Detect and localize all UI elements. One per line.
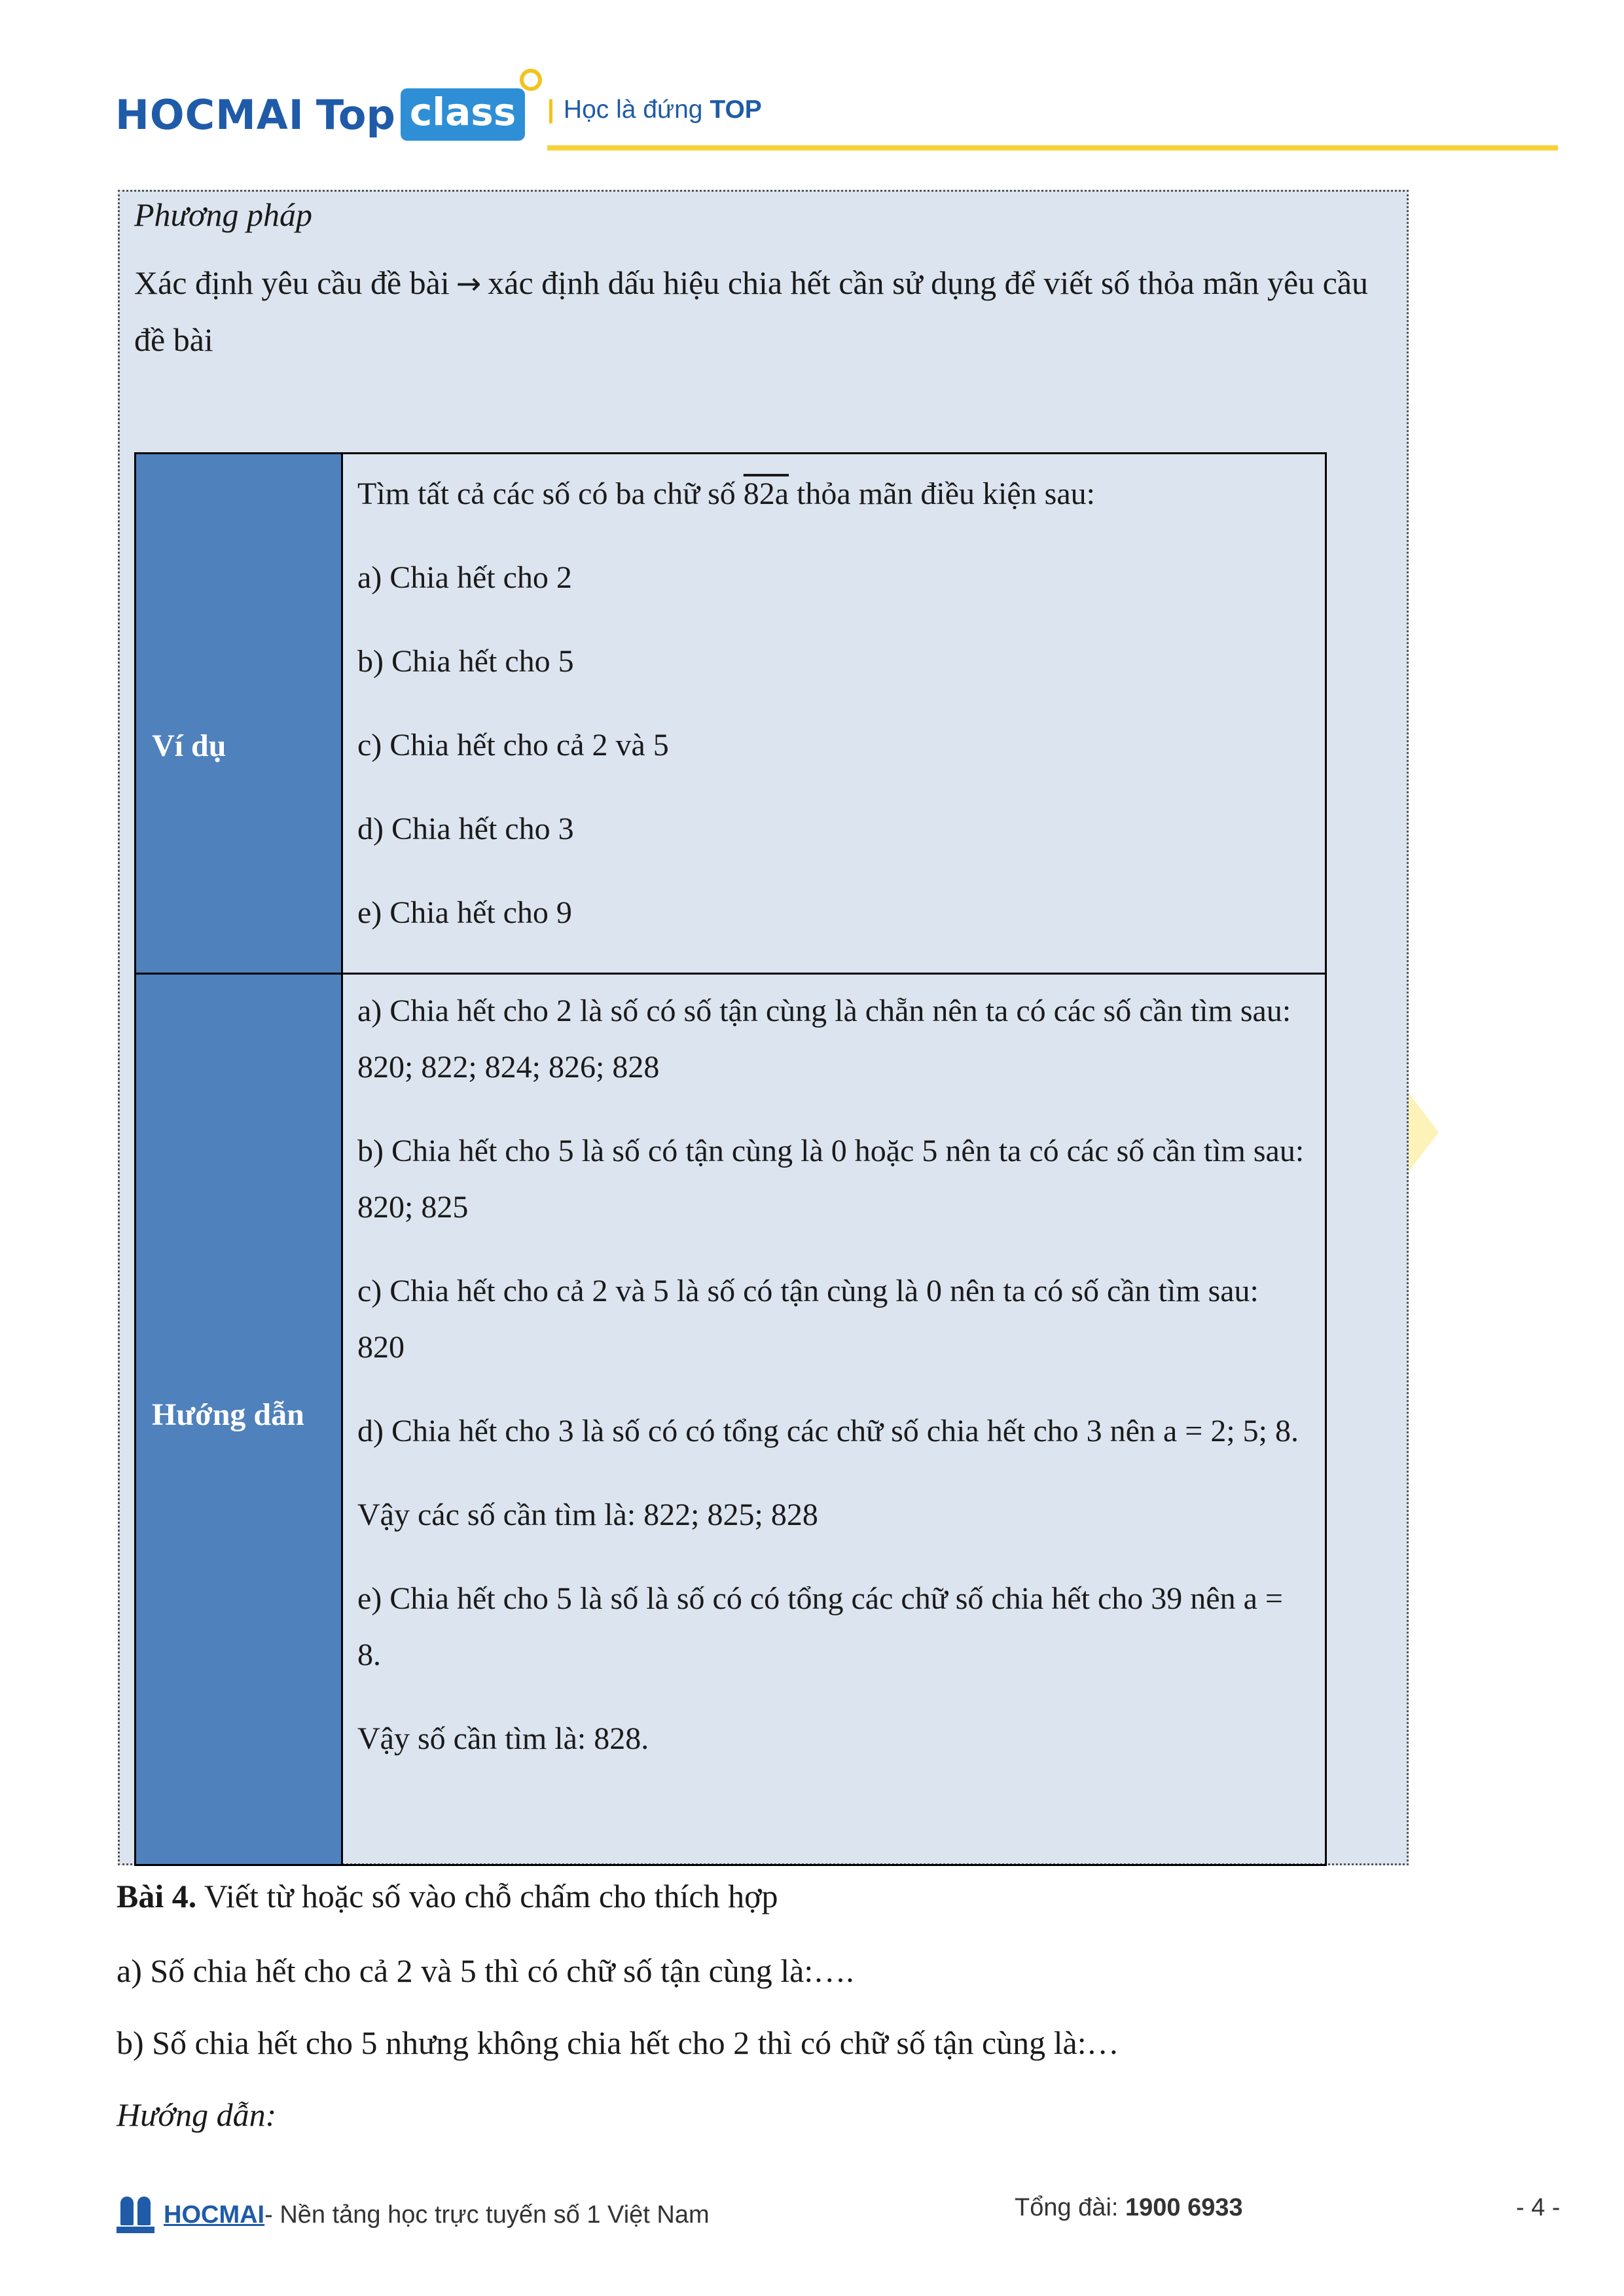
example-number: 82a — [743, 476, 789, 511]
example-item: e) Chia hết cho 9 — [357, 895, 572, 930]
footer-slogan: - Nền tảng học trực tuyến số 1 Việt Nam — [264, 2200, 710, 2229]
logo-hocmai-text: HOCMAI — [115, 90, 304, 139]
table-row-divider — [136, 973, 1325, 975]
logo-top-text: Top — [316, 90, 395, 139]
example-intro — [357, 466, 1313, 522]
hotline-number: 1900 6933 — [1125, 2194, 1243, 2221]
example-item: b) Chia hết cho 5 — [357, 644, 574, 679]
hocmai-people-icon — [115, 2194, 157, 2236]
table-side-column — [136, 454, 343, 1864]
header-divider — [547, 145, 1558, 151]
guide-label: Hướng dẫn — [152, 1397, 304, 1432]
footer-hotline — [1015, 2194, 1243, 2222]
tagline-highlight: TOP — [710, 96, 762, 124]
guide-item: d) Chia hết cho 3 là số có có tổng các chữ số chia hết cho 3 nên a = 2; 5; 8. — [357, 1414, 1299, 1448]
guide-item: b) Chia hết cho 5 là số có tận cùng là 0 hoặc 5 nên ta có các số cần tìm sau: 820; 825 — [357, 1134, 1305, 1225]
guide-item: Vậy các số cần tìm là: 822; 825; 828 — [357, 1498, 818, 1532]
example-intro-before: Tìm tất cả các số có ba chữ số — [357, 476, 736, 511]
decorative-chevron — [1409, 1093, 1439, 1172]
exercise4-item-a: a) Số chia hết cho cả 2 và 5 thì có chữ số tận cùng là:…. — [117, 1952, 854, 1989]
footer-brand-link[interactable]: HOCMAI — [164, 2200, 265, 2229]
example-label: Ví dụ — [152, 728, 226, 763]
guide-content — [357, 983, 1313, 1795]
exercise4-title — [117, 1877, 778, 1915]
method-text — [134, 255, 1391, 368]
method-box — [118, 190, 1409, 1865]
example-item: d) Chia hết cho 3 — [357, 812, 574, 846]
exercise4-prompt: Viết từ hoặc số vào chỗ chấm cho thích hợp — [196, 1878, 778, 1914]
method-text-after: xác định dấu hiệu chia hết cần sử dụng để viết số thỏa mãn yêu cầu đề bài — [134, 264, 1369, 358]
guide-item: a) Chia hết cho 2 là số có số tận cùng là chẵn nên ta có các số cần tìm sau: 820; 822; 824; 826; 828 — [357, 994, 1291, 1085]
example-content — [357, 466, 1313, 969]
logo-class-badge — [401, 88, 525, 141]
page-number: - 4 - — [1516, 2194, 1561, 2221]
footer-brand-block — [115, 2194, 710, 2236]
example-item: c) Chia hết cho cả 2 và 5 — [357, 728, 669, 762]
tagline-text: Học là đứng — [563, 96, 710, 124]
example-item: a) Chia hết cho 2 — [357, 560, 572, 595]
exercise4-item-b: b) Số chia hết cho 5 nhưng không chia hết cho 2 thì có chữ số tận cùng là:… — [117, 2024, 1119, 2061]
exercise4-guide-label: Hướng dẫn: — [117, 2096, 277, 2133]
guide-item: Vậy số cần tìm là: 828. — [357, 1721, 649, 1756]
tagline-separator: | — [547, 96, 554, 124]
method-text-before: Xác định yêu cầu đề bài — [134, 264, 450, 301]
guide-item: c) Chia hết cho cả 2 và 5 là số có tận cùng là 0 nên ta có số cần tìm sau: 820 — [357, 1274, 1259, 1365]
hotline-label: Tổng đài: — [1015, 2194, 1125, 2221]
arrow-right-icon: → — [456, 266, 482, 301]
gear-icon — [520, 69, 542, 91]
exercise4-number: Bài 4. — [117, 1878, 197, 1914]
method-title: Phương pháp — [134, 196, 312, 233]
example-intro-after: thỏa mãn điều kiện sau: — [797, 476, 1095, 511]
hocmai-topclass-logo — [115, 79, 525, 151]
logo-class-text: class — [409, 90, 516, 134]
guide-item: e) Chia hết cho 5 là số là số có có tổng các chữ số chia hết cho 39 nên a = 8. — [357, 1581, 1283, 1672]
example-guide-table — [134, 452, 1327, 1866]
header-tagline — [547, 96, 762, 124]
